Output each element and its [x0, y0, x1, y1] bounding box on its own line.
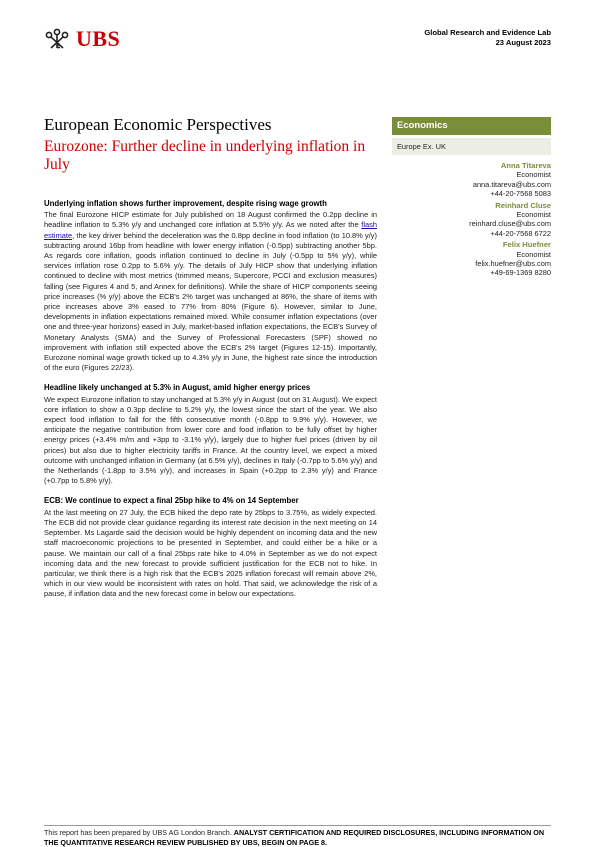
- section-heading: Headline likely unchanged at 5.3% in August, amid higher energy prices: [44, 383, 311, 393]
- analyst-card: [401, 201, 551, 239]
- analyst-email[interactable]: anna.titareva@ubs.com: [472, 179, 551, 189]
- region-label: Europe Ex. UK: [392, 138, 551, 155]
- main-body: [44, 199, 377, 610]
- analyst-card: [401, 161, 551, 199]
- report-headline: Eurozone: Further decline in underlying inflation in July: [44, 138, 366, 173]
- ubs-logo: [44, 26, 120, 52]
- footer-disclosure: ANALYST CERTIFICATION AND REQUIRED DISCLOSURES, INCLUDING INFORMATION ON THE QUANTITATIVE RESEARCH REVIEW PUBLISHED BY UBS, BEGIN ON PAGE 8.: [44, 828, 545, 847]
- lab-name: Global Research and Evidence Lab: [424, 28, 551, 37]
- section-label: Economics: [392, 117, 551, 135]
- analyst-card: [401, 240, 551, 278]
- section-paragraph: We expect Eurozone inflation to stay unchanged at 5.3% y/y in August (out on 31 August). We expect core inflation to show a 0.3pp decline to 5.2% y/y, the lowest since the start of the year. We also expect food inflation to fall for the fifth consecutive month (-0.8pp to 9.9% y/y). However, we anticipate the negative contribution from lower core and food inflation to be fully offset by higher energy prices (+3.4% m/m and +3pp to -3.1% y/y), largely due to higher fuel prices (driven by oil prices) but also due to higher electricity tariffs in France. At the country level, we expect a mixed outcome with unchanged inflation in Germany (at 6.5% y/y), declines in Italy (-0.7pp to 5.6% y/y) and the Netherlands (-1.8pp to 3.5% y/y), and increases in Spain (+0.2pp to 2.3% y/y) and France (+0.7pp to 5.8% y/y).: [44, 394, 377, 486]
- paragraph-text: , the key driver behind the deceleration was the 0.8pp decline in food inflation (to 10.8% y/y) subtracting around 16bp from headline with lower energy inflation (-0.5pp) subtracting another 5bp. As regards core inflation, goods inflation continued to decline in July (-0.5pp to 5% y/y), while services inflation rose 0.2pp to 5.6% y/y. The details of July HICP show that underlying inflation continued to decline with most metrics (trimmed means, Supercore, PCCI and exclusion measures) falling (see Figures 4 and 5, and Annex for definitions). While the share of HICP components seeing price increases (% y/y) above the ECB's 2% target was unchanged at 86%, the share of items with price increases above 3% eased to 77% from 80% (Figure 6). However, similar to June, developments in inflation expectations remained mixed. While consumer inflation expectations (over one and three-year horizons) eased in July, market-based inflation expectations, the ECB's Survey of Monetary Analysts (SMA) and the Survey of Professional Forecasters (SPF) showed no improvement with inflation still expected above the ECB's 2% target (Figures 12-15). Importantly, Eurozone nominal wage growth ticked up to 4.3% y/y in June, the highest rate since the introduction of the euro (Figures 22/23).: [44, 230, 377, 373]
- footer-divider: [44, 825, 551, 826]
- analyst-phone: +49-69-1369 8280: [490, 268, 551, 278]
- analyst-email[interactable]: felix.huefner@ubs.com: [475, 259, 551, 269]
- section-heading: Underlying inflation shows further improvement, despite rising wage growth: [44, 199, 327, 208]
- analyst-name: Anna Titareva: [500, 161, 551, 170]
- section-paragraph: [44, 210, 377, 373]
- paragraph-text: The final Eurozone HICP estimate for July published on 18 August confirmed the 0.2pp decline in headline inflation to 5.3% y/y and unchanged core inflation at 5.5% y/y. As we noted after the: [44, 210, 377, 230]
- section-paragraph: At the last meeting on 27 July, the ECB hiked the depo rate by 25bps to 3.75%, as widely expected. The ECB did not provide clear guidance regarding its interest rate decision in the next meeting on 14 September. Ms Lagarde said the decision would be highly dependent on incoming data and the new staff macroeconomic projections to be presented in September, and could either be a hike or a pause. We maintain our call of a final 25bps rate hike to 4.0% in September as we do not expect incoming data and the new forecast to provide sufficient justification for the ECB not to hike. In particular, we think there is a high risk that the ECB's 2025 inflation forecast will remain above 2%, which in our view would be inconsistent with rates on hold. That said, we acknowledge the risk of a pause, if inflation data and the new forecast come in below our expectations.: [44, 507, 377, 599]
- footer-text: This report has been prepared by UBS AG London Branch.: [44, 828, 234, 837]
- disclosure-footer: [44, 828, 554, 847]
- brand-name: UBS: [76, 26, 121, 51]
- section-heading: ECB: We continue to expect a final 25bp hike to 4% on 14 September: [44, 496, 299, 506]
- analyst-list: [401, 161, 551, 280]
- flash-estimate-link[interactable]: flash estimate: [44, 220, 377, 240]
- analyst-role: Economist: [516, 210, 551, 220]
- series-title: European Economic Perspectives: [44, 115, 272, 134]
- analyst-phone: +44-20-7568 6722: [490, 228, 551, 238]
- analyst-name: Reinhard Cluse: [495, 200, 551, 210]
- analyst-role: Economist: [516, 170, 551, 180]
- analyst-name: Felix Huefner: [502, 240, 551, 250]
- keys-icon: [44, 28, 70, 50]
- report-date: 23 August 2023: [495, 38, 551, 47]
- analyst-phone: +44-20-7568 5083: [490, 189, 551, 199]
- analyst-email[interactable]: reinhard.cluse@ubs.com: [469, 219, 551, 229]
- header-meta: [424, 28, 551, 48]
- analyst-role: Economist: [516, 249, 551, 259]
